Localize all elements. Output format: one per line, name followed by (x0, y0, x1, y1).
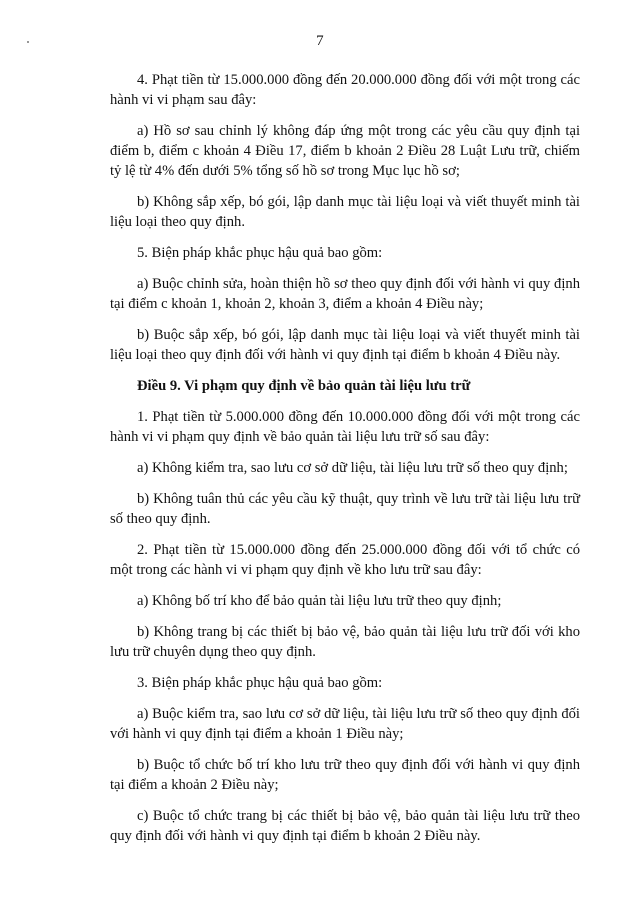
paragraph-clause-5: 5. Biện pháp khắc phục hậu quả bao gồm: (137, 245, 383, 261)
paragraph-art9-clause-3: 3. Biện pháp khắc phục hậu quả bao gồm: (137, 675, 383, 691)
article-9-heading: Điều 9. Vi phạm quy định về bảo quản tài liệu lưu trữ (137, 378, 471, 394)
page-number: 7 (316, 33, 324, 49)
paragraph-art9-clause-2a: a) Không bố trí kho để bảo quản tài liệu lưu trữ theo quy định; (137, 593, 502, 609)
paragraph-clause-4a: a) Hồ sơ sau chỉnh lý không đáp ứng một trong các yêu cầu quy định tại điểm b, điểm c khoản 4 Điều 17, điểm b khoản 2 Điều 28 Luật Lưu trữ, chiếm tỷ lệ từ 4% đến dưới 5% tổng số hồ sơ trong Mục lục hồ sơ; (110, 123, 580, 179)
paragraph-art9-clause-2b: b) Không trang bị các thiết bị bảo vệ, bảo quản tài liệu lưu trữ đối với kho lưu trữ chuyên dụng theo quy định. (110, 624, 580, 660)
paragraph-art9-clause-1b: b) Không tuân thủ các yêu cầu kỹ thuật, quy trình về lưu trữ tài liệu lưu trữ số theo quy định. (110, 491, 580, 527)
paragraph-clause-4b: b) Không sắp xếp, bó gói, lập danh mục tài liệu loại và viết thuyết minh tài liệu loại theo quy định. (110, 194, 580, 230)
paragraph-clause-5a: a) Buộc chỉnh sửa, hoàn thiện hồ sơ theo quy định đối với hành vi quy định tại điểm c khoản 1, khoản 2, khoản 3, điểm a khoản 4 Điều này; (110, 276, 580, 312)
paragraph-art9-clause-2: 2. Phạt tiền từ 15.000.000 đồng đến 25.000.000 đồng đối với tổ chức có một trong các hành vi vi phạm quy định về kho lưu trữ sau đây: (110, 542, 580, 578)
paragraph-art9-clause-3c: c) Buộc tổ chức trang bị các thiết bị bảo vệ, bảo quản tài liệu lưu trữ theo quy định đối với hành vi quy định tại điểm b khoản 2 Điều này. (110, 808, 580, 844)
paragraph-art9-clause-1a: a) Không kiểm tra, sao lưu cơ sở dữ liệu, tài liệu lưu trữ số theo quy định; (137, 460, 568, 476)
paragraph-clause-5b: b) Buộc sắp xếp, bó gói, lập danh mục tài liệu loại và viết thuyết minh tài liệu loại theo quy định đối với hành vi quy định tại điểm b khoản 4 Điều này. (110, 327, 580, 363)
paragraph-clause-4: 4. Phạt tiền từ 15.000.000 đồng đến 20.000.000 đồng đối với một trong các hành vi vi phạm sau đây: (110, 72, 580, 108)
paragraph-art9-clause-3a: a) Buộc kiểm tra, sao lưu cơ sở dữ liệu, tài liệu lưu trữ số theo quy định đối với hành vi quy định tại điểm a khoản 1 Điều này; (110, 706, 580, 742)
paragraph-art9-clause-1: 1. Phạt tiền từ 5.000.000 đồng đến 10.000.000 đồng đối với một trong các hành vi vi phạm quy định về bảo quản tài liệu lưu trữ số sau đây: (110, 409, 580, 445)
paragraph-art9-clause-3b: b) Buộc tổ chức bố trí kho lưu trữ theo quy định đối với hành vi quy định tại điểm a khoản 2 Điều này; (110, 757, 580, 793)
document-body (110, 70, 580, 857)
